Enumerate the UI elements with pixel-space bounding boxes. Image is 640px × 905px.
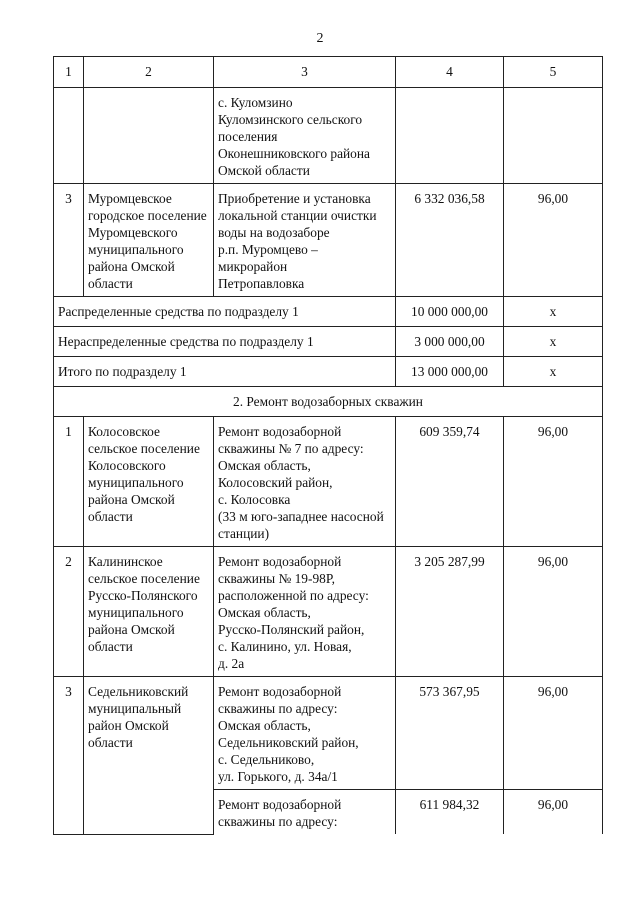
- summary-row-total: [54, 357, 603, 387]
- allocation-table: [53, 56, 603, 835]
- summary-label: Нераспределенные средства по подразделу 1: [54, 327, 396, 357]
- amount-cell: 573 367,95: [396, 677, 504, 790]
- summary-label: Итого по подразделу 1: [54, 357, 396, 387]
- description-cell: Ремонт водозаборной скважины № 7 по адресу: Омская область, Колосовский район, с. Колосовка (33 м юго-западнее насосной станции): [214, 417, 396, 547]
- table-row: [54, 677, 603, 790]
- row-number: 3: [54, 677, 84, 835]
- header-col-1: 1: [54, 57, 84, 88]
- table-row: [54, 547, 603, 677]
- description-cell: Приобретение и установка локальной станции очистки воды на водозаборе р.п. Муромцево – микрорайон Петропавловка: [214, 184, 396, 297]
- percent-cell: 96,00: [504, 417, 603, 547]
- header-col-4: 4: [396, 57, 504, 88]
- recipient-cell: [84, 88, 214, 184]
- amount-cell: 6 332 036,58: [396, 184, 504, 297]
- summary-amount: 3 000 000,00: [396, 327, 504, 357]
- summary-mark: x: [504, 327, 603, 357]
- row-number: 1: [54, 417, 84, 547]
- amount-cell: [396, 88, 504, 184]
- description-cell: Ремонт водозаборной скважины № 19-98Р, расположенной по адресу: Омская область, Русско-Полянский район, с. Калинино, ул. Новая, д. 2а: [214, 547, 396, 677]
- amount-cell: 609 359,74: [396, 417, 504, 547]
- summary-mark: x: [504, 357, 603, 387]
- description-cell: с. Куломзино Куломзинского сельского поселения Оконешниковского района Омской области: [214, 88, 396, 184]
- table-row: [54, 88, 603, 184]
- header-col-3: 3: [214, 57, 396, 88]
- recipient-cell: Муромцевское городское поселение Муромцевского муниципального района Омской области: [84, 184, 214, 297]
- percent-cell: [504, 88, 603, 184]
- section-header-row: [54, 387, 603, 417]
- amount-cell: 3 205 287,99: [396, 547, 504, 677]
- percent-cell: 96,00: [504, 184, 603, 297]
- summary-label: Распределенные средства по подразделу 1: [54, 297, 396, 327]
- summary-mark: x: [504, 297, 603, 327]
- row-number: 3: [54, 184, 84, 297]
- row-number: 2: [54, 547, 84, 677]
- header-col-5: 5: [504, 57, 603, 88]
- table-row: [54, 417, 603, 547]
- summary-row-undistributed: [54, 327, 603, 357]
- recipient-cell: Колосовское сельское поселение Колосовского муниципального района Омской области: [84, 417, 214, 547]
- recipient-cell: Калининское сельское поселение Русско-Полянского муниципального района Омской области: [84, 547, 214, 677]
- amount-cell: 611 984,32: [396, 790, 504, 835]
- table-row: [54, 184, 603, 297]
- percent-cell: 96,00: [504, 790, 603, 835]
- page-number: 2: [316, 31, 324, 46]
- description-cell: Ремонт водозаборной скважины по адресу: Омская область, Седельниковский район, с. Седельниково, ул. Горького, д. 34а/1: [214, 677, 396, 790]
- summary-amount: 10 000 000,00: [396, 297, 504, 327]
- summary-row-distributed: [54, 297, 603, 327]
- row-number: [54, 88, 84, 184]
- summary-amount: 13 000 000,00: [396, 357, 504, 387]
- description-cell: Ремонт водозаборной скважины по адресу:: [214, 790, 396, 835]
- section-title: 2. Ремонт водозаборных скважин: [54, 387, 603, 417]
- recipient-cell: Седельниковский муниципальный район Омской области: [84, 677, 214, 835]
- percent-cell: 96,00: [504, 677, 603, 790]
- table-header-row: [54, 57, 603, 88]
- header-col-2: 2: [84, 57, 214, 88]
- percent-cell: 96,00: [504, 547, 603, 677]
